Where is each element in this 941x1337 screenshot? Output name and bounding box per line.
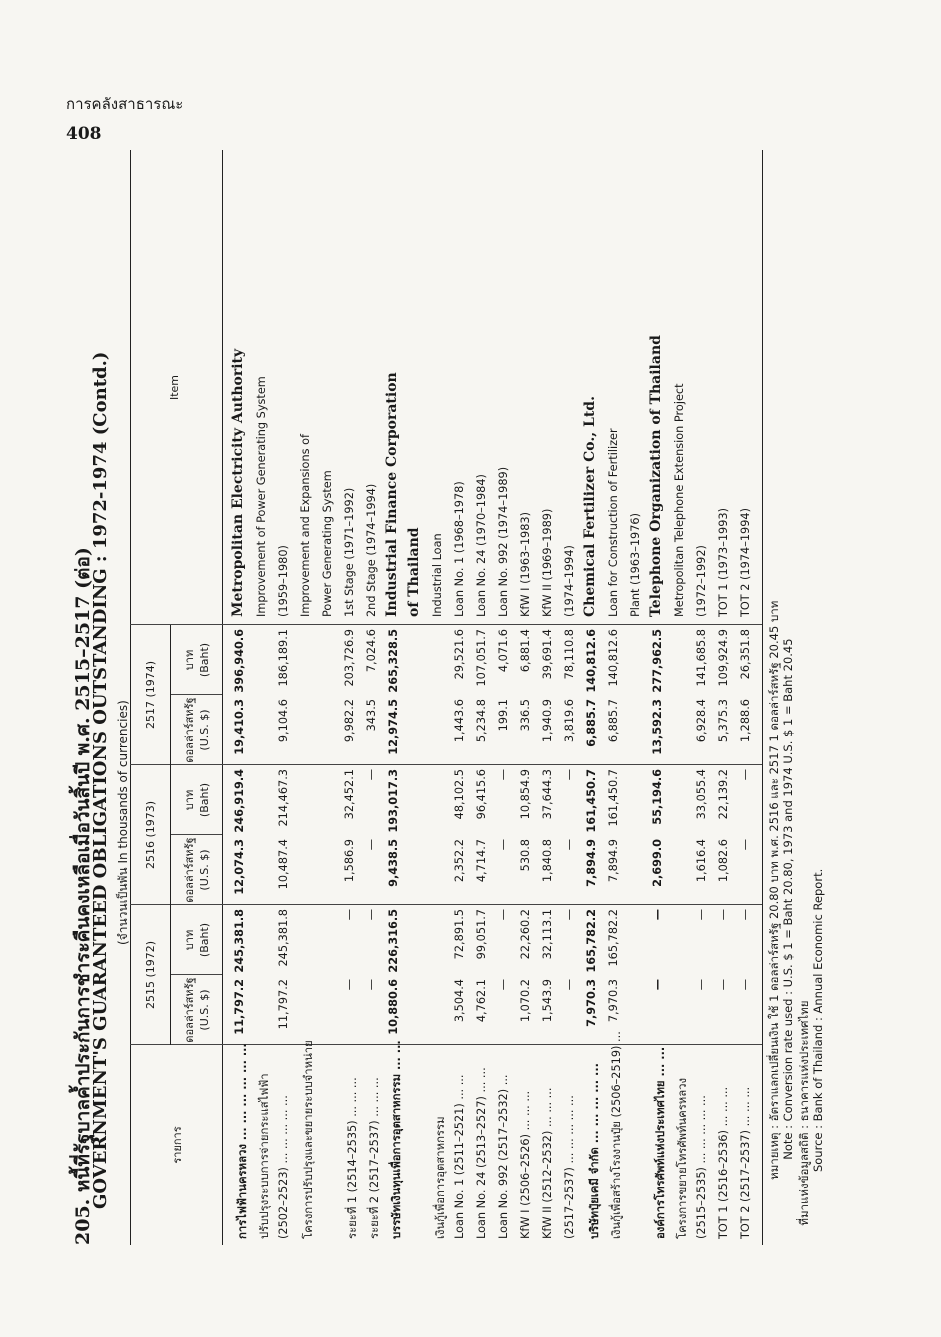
- row-value: 72,891.5: [453, 909, 466, 960]
- row-value: 4,762.1: [475, 979, 488, 1023]
- table-row: [252, 150, 273, 1245]
- row-value: 22,260.2: [519, 909, 532, 960]
- row-value: 530.8: [519, 839, 532, 872]
- row-label-english: Metropolitan Telephone Extension Project: [673, 383, 686, 617]
- row-label-thai: ระยะที่ 2 (2517–2537) ... ... ...: [368, 1077, 381, 1239]
- row-label-thai: เงินกู้เพื่อสร้างโรงงานปุ๋ย (2506–2519) ...: [610, 1031, 623, 1239]
- footnote: [781, 638, 795, 1245]
- row-label-thai: Loan No. 992 (2517–2532) ...: [497, 1074, 510, 1239]
- row-value: 32,452.1: [343, 769, 356, 820]
- row-label-thai: (2517–2537) ... ... ... ... ...: [563, 1095, 576, 1239]
- row-value: 10,854.9: [519, 769, 532, 820]
- row-label-thai: บริษัทปุ๋ยเคมี จำกัด ... ... ... ... ...: [588, 1063, 601, 1239]
- table-row: [626, 150, 647, 1245]
- row-label-thai: Loan No. 1 (2511–2521) ... ...: [453, 1074, 466, 1239]
- header-baht-1972: บาท (Baht): [183, 922, 211, 958]
- row-value: —: [695, 909, 708, 921]
- row-value: —: [739, 909, 752, 921]
- row-value: —: [365, 909, 378, 921]
- row-value: —: [343, 909, 356, 921]
- row-label-english: KfW II (1969–1989): [541, 508, 554, 617]
- header-baht-1973: บาท (Baht): [183, 782, 211, 818]
- table-row: [274, 150, 295, 1245]
- row-value: 2,699.0: [651, 839, 664, 887]
- footnote-label: Source :: [811, 1125, 825, 1173]
- row-value: 245,381.8: [277, 909, 290, 967]
- row-value: 1,070.2: [519, 979, 532, 1023]
- row-value: 1,443.6: [453, 699, 466, 743]
- row-label-english: Improvement and Expansions of: [299, 434, 312, 617]
- table-row: [318, 150, 339, 1245]
- row-value: 265,328.5: [387, 629, 400, 693]
- obligations-table: [130, 150, 755, 1245]
- row-value: 96,415.6: [475, 769, 488, 820]
- row-value: 141,685.8: [695, 629, 708, 687]
- footnote-label: Note :: [781, 1125, 795, 1160]
- row-value: —: [563, 839, 576, 851]
- rotated-table-page: [68, 150, 828, 1245]
- row-label-thai: TOT 1 (2516–2536) ... ... ...: [717, 1086, 730, 1239]
- footnote-text: Conversion rate used : U.S. $ 1 = Baht 20.80, 1973 and 1974 U.S. $ 1 = Baht 20.45: [781, 638, 795, 1122]
- row-label-english: Chemical Fertilizer Co., Ltd.: [582, 396, 598, 617]
- row-value: 7,970.3: [585, 979, 598, 1027]
- row-value: —: [739, 769, 752, 781]
- footnote-text: Bank of Thailand : Annual Economic Report.: [811, 868, 825, 1122]
- row-value: —: [497, 979, 510, 991]
- row-value: 9,438.5: [387, 839, 400, 887]
- row-label-thai: โครงการปรับปรุงและขยายระบบจำหน่าย: [302, 1040, 315, 1239]
- header-baht-1974: บาท (Baht): [183, 642, 211, 678]
- row-value: 13,592.3: [651, 699, 664, 755]
- table-row: [384, 150, 405, 1245]
- table-row: [670, 150, 691, 1245]
- row-value: 7,970.3: [607, 979, 620, 1023]
- footnote: [811, 869, 825, 1245]
- table-row: [230, 150, 251, 1245]
- row-value: 1,586.9: [343, 839, 356, 883]
- row-value: 214,467.3: [277, 769, 290, 827]
- row-value: —: [739, 979, 752, 991]
- row-value: —: [739, 839, 752, 851]
- row-value: 32,113.1: [541, 909, 554, 960]
- table-row: [428, 150, 449, 1245]
- row-value: 6,928.4: [695, 699, 708, 743]
- header-year-1974: 2517 (1974): [144, 660, 157, 730]
- row-value: —: [497, 839, 510, 851]
- table-row: [692, 150, 713, 1245]
- row-value: 6,885.7: [607, 699, 620, 743]
- row-value: —: [497, 769, 510, 781]
- row-value: —: [563, 979, 576, 991]
- row-value: 165,782.2: [607, 909, 620, 967]
- header-usd-1974: ดอลล่าร์สหรัฐ (U.S. $): [183, 697, 211, 763]
- row-label-english: Loan No. 992 (1974–1989): [497, 466, 510, 617]
- table-row: [406, 150, 427, 1245]
- row-value: 4,714.7: [475, 839, 488, 883]
- row-value: 10,880.6: [387, 979, 400, 1035]
- table-row: [736, 150, 757, 1245]
- row-value: 107,051.7: [475, 629, 488, 687]
- row-label-english: Improvement of Power Generating System: [255, 376, 268, 617]
- row-label-english: (1974–1994): [563, 545, 576, 617]
- row-label-english: TOT 2 (1974–1994): [739, 507, 752, 617]
- header-usd-1973: ดอลล่าร์สหรัฐ (U.S. $): [183, 837, 211, 903]
- row-value: —: [717, 979, 730, 991]
- row-value: 165,782.2: [585, 909, 598, 973]
- table-row: [362, 150, 383, 1245]
- row-label-thai: KfW II (2512–2532) ... ... ...: [541, 1087, 554, 1239]
- row-value: —: [651, 979, 664, 991]
- row-value: 55,194.6: [651, 769, 664, 825]
- row-value: 199.1: [497, 699, 510, 732]
- footnote-text: อัตราแลกเปลี่ยนเงิน ใช้ 1 ดอลล่าร์สหรัฐ 20.80 บาท พ.ศ. 2516 และ 2517 1 ดอลล่าร์สหรัฐ 20.45 บาท: [767, 600, 781, 1122]
- header-year-1972: 2515 (1972): [144, 940, 157, 1010]
- row-label-thai: (2515–2535) ... ... ... ... ...: [695, 1095, 708, 1239]
- row-value: —: [563, 769, 576, 781]
- row-label-thai: (2502–2523) ... ... ... ... ...: [277, 1095, 290, 1239]
- row-value: 12,974.5: [387, 699, 400, 755]
- row-label-english: Telephone Organization of Thailand: [648, 335, 664, 617]
- row-value: 343.5: [365, 699, 378, 732]
- row-value: 140,812.6: [585, 629, 598, 693]
- row-value: 6,881.4: [519, 629, 532, 673]
- table-row: [604, 150, 625, 1245]
- row-value: —: [365, 769, 378, 781]
- table-row: [714, 150, 735, 1245]
- row-value: 39,691.4: [541, 629, 554, 680]
- row-value: 1,082.6: [717, 839, 730, 883]
- row-value: 161,450.7: [607, 769, 620, 827]
- row-value: 2,352.2: [453, 839, 466, 883]
- row-value: 186,189.1: [277, 629, 290, 687]
- header-item-thai: รายการ: [171, 1126, 184, 1164]
- table-row: [560, 150, 581, 1245]
- row-value: 396,940.6: [233, 629, 246, 693]
- row-value: 78,110.8: [563, 629, 576, 680]
- row-label-english: TOT 1 (1973–1993): [717, 507, 730, 617]
- footnote-label: หมายเหตุ :: [767, 1125, 781, 1180]
- row-label-thai: การไฟฟ้านครหลวง ... ... ... ... ... ...: [236, 1043, 249, 1239]
- row-value: 109,924.9: [717, 629, 730, 687]
- row-label-english: Industrial Loan: [431, 533, 444, 617]
- row-value: 226,316.5: [387, 909, 400, 973]
- row-value: 22,139.2: [717, 769, 730, 820]
- row-value: 29,521.6: [453, 629, 466, 680]
- row-value: —: [343, 979, 356, 991]
- row-value: 1,940.9: [541, 699, 554, 743]
- row-label-english: (1972–1992): [695, 545, 708, 617]
- row-value: 37,644.3: [541, 769, 554, 820]
- table-row: [648, 150, 669, 1245]
- row-value: 7,894.9: [585, 839, 598, 887]
- row-value: 203,726.9: [343, 629, 356, 687]
- row-value: 245,381.8: [233, 909, 246, 973]
- row-label-english: Loan No. 24 (1970–1984): [475, 474, 488, 617]
- table-title-english: GOVERNMENT'S GUARANTEED OBLIGATIONS OUTSTANDING : 1972-1974 (Contd.): [90, 351, 111, 1209]
- table-unit-note: (จำนวนเป็นพัน In thousands of currencies): [116, 700, 130, 945]
- row-label-thai: TOT 2 (2517–2537) ... ... ...: [739, 1086, 752, 1239]
- table-row: [538, 150, 559, 1245]
- table-title-thai: 205. หนี้ที่รัฐบาลค้ำประกันการชำระคืนคงเหลือเมื่อวันสิ้นปี พ.ศ. 2515–2517 (ต่อ): [72, 547, 94, 1245]
- row-label-english: (1959–1980): [277, 545, 290, 617]
- row-value: 9,982.2: [343, 699, 356, 743]
- header-item-english: Item: [168, 374, 181, 401]
- row-value: 26,351.8: [739, 629, 752, 680]
- row-value: 3,504.4: [453, 979, 466, 1023]
- row-value: —: [695, 979, 708, 991]
- row-value: 246,919.4: [233, 769, 246, 833]
- row-value: 5,234.8: [475, 699, 488, 743]
- row-value: 12,074.3: [233, 839, 246, 895]
- row-value: 11,797.2: [277, 979, 290, 1030]
- row-value: 33,055.4: [695, 769, 708, 820]
- table-row: [450, 150, 471, 1245]
- row-value: 10,487.4: [277, 839, 290, 890]
- row-value: —: [651, 909, 664, 921]
- row-value: 4,071.6: [497, 629, 510, 673]
- row-label-thai: KfW I (2506–2526) ... ... ...: [519, 1090, 532, 1239]
- footnote-text: ธนาคารแห่งประเทศไทย: [797, 1000, 811, 1122]
- row-value: 19,410.3: [233, 699, 246, 755]
- row-value: 161,450.7: [585, 769, 598, 833]
- row-value: —: [365, 839, 378, 851]
- row-value: 140,812.6: [607, 629, 620, 687]
- row-value: 1,840.8: [541, 839, 554, 883]
- row-value: —: [365, 979, 378, 991]
- row-label-thai: ปรับปรุงระบบการจ่ายกระแสไฟฟ้า: [258, 1073, 271, 1239]
- row-value: 48,102.5: [453, 769, 466, 820]
- row-value: 336.5: [519, 699, 532, 732]
- row-label-english: of Thailand: [406, 527, 422, 617]
- row-label-english: Loan No. 1 (1968–1978): [453, 481, 466, 617]
- footnote-label: ที่มาแห่งข้อมูลสถิติ :: [797, 1125, 811, 1226]
- row-label-english: Metropolitan Electricity Authority: [230, 348, 246, 617]
- row-label-thai: Loan No. 24 (2513–2527) ... ...: [475, 1067, 488, 1239]
- row-label-english: Plant (1963–1976): [629, 512, 642, 617]
- row-value: 3,819.6: [563, 699, 576, 743]
- row-label-english: KfW I (1963–1983): [519, 511, 532, 617]
- row-label-thai: บรรษัทเงินทุนเพื่อการอุตสาหกรรม ... ...: [390, 1040, 403, 1239]
- page-number: 408: [66, 124, 102, 144]
- row-value: 11,797.2: [233, 979, 246, 1035]
- row-value: 5,375.3: [717, 699, 730, 743]
- row-label-english: Loan for Construction of Fertilizer: [607, 428, 620, 617]
- header-year-1973: 2516 (1973): [144, 800, 157, 870]
- table-row: [516, 150, 537, 1245]
- row-value: 193,017.3: [387, 769, 400, 833]
- table-row: [582, 150, 603, 1245]
- row-value: 1,543.9: [541, 979, 554, 1023]
- table-row: [472, 150, 493, 1245]
- row-value: 9,104.6: [277, 699, 290, 743]
- running-head: การคลังสาธารณะ: [66, 95, 184, 113]
- header-usd-1972: ดอลล่าร์สหรัฐ (U.S. $): [183, 977, 211, 1043]
- row-value: 1,616.4: [695, 839, 708, 883]
- row-value: —: [497, 909, 510, 921]
- row-label-english: Industrial Finance Corporation: [384, 372, 400, 617]
- row-value: 6,885.7: [585, 699, 598, 747]
- row-value: 277,962.5: [651, 629, 664, 693]
- table-row: [340, 150, 361, 1245]
- table-row: [494, 150, 515, 1245]
- row-label-thai: โครงการขยายโทรศัพท์นครหลวง: [676, 1078, 689, 1239]
- row-label-thai: องค์การโทรศัพท์แห่งประเทศไทย ... ...: [654, 1046, 667, 1239]
- table-row: [296, 150, 317, 1245]
- row-value: 99,051.7: [475, 909, 488, 960]
- row-value: 7,894.9: [607, 839, 620, 883]
- row-value: —: [717, 909, 730, 921]
- row-label-english: 1st Stage (1971–1992): [343, 487, 356, 617]
- row-label-thai: ระยะที่ 1 (2514–2535) ... ... ...: [346, 1077, 359, 1239]
- row-value: 1,288.6: [739, 699, 752, 743]
- row-label-english: Power Generating System: [321, 470, 334, 617]
- row-label-thai: เงินกู้เพื่อการอุตสาหกรรม: [434, 1116, 447, 1239]
- row-value: 7,024.6: [365, 629, 378, 673]
- row-label-english: 2nd Stage (1974–1994): [365, 483, 378, 617]
- row-value: —: [563, 909, 576, 921]
